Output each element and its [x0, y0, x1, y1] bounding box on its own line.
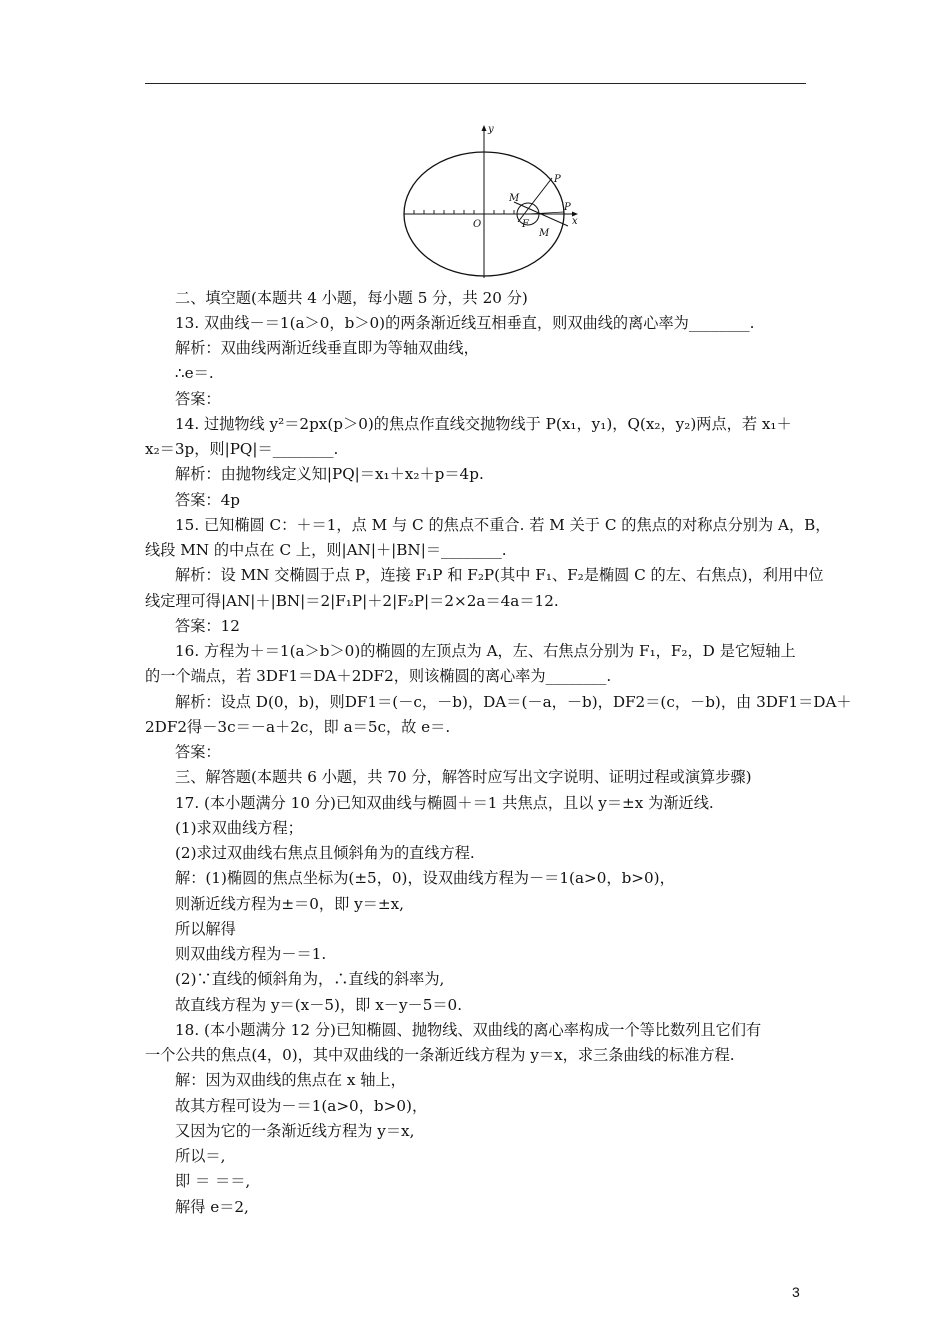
text-line: (2)求过双曲线右焦点且倾斜角为的直线方程.: [175, 844, 475, 862]
page-number: 3: [792, 1284, 800, 1300]
text-line: 线段 MN 的中点在 C 上，则|AN|＋|BN|＝________.: [145, 541, 507, 559]
line-to-upper-p: [518, 178, 552, 222]
y-axis-arrow: [482, 125, 487, 131]
header-rule: [145, 83, 806, 84]
text-line: 所以解得: [175, 920, 236, 938]
text-line: 18. (本小题满分 12 分)已知椭圆、抛物线、双曲线的离心率构成一个等比数列且它们有: [175, 1021, 762, 1039]
text-line: 的一个端点，若 3DF1＝DA＋2DF2，则该椭圆的离心率为________.: [145, 667, 612, 685]
text-line: 即 ＝ ＝＝,: [175, 1172, 251, 1190]
label-o: O: [473, 219, 482, 230]
label-x: x: [572, 216, 578, 227]
text-line: 解：因为双曲线的焦点在 x 轴上，: [175, 1071, 406, 1089]
text-line: 17. (本小题满分 10 分)已知双曲线与椭圆＋＝1 共焦点，且以 y＝±x 为渐近线.: [175, 794, 714, 812]
text-line: 解析：由抛物线定义知|PQ|＝x₁＋x₂＋p＝4p.: [175, 465, 484, 483]
text-line: 一个公共的焦点(4，0)，其中双曲线的一条渐近线方程为 y＝x，求三条曲线的标准方程.: [145, 1046, 735, 1064]
text-line: 2DF2得－3c＝－a＋2c，即 a＝5c，故 e＝.: [145, 718, 451, 736]
text-line: 故其方程可设为－＝1(a>0，b>0)，: [175, 1097, 428, 1115]
label-f: F: [522, 219, 529, 230]
text-line: 14. 过抛物线 y²＝2px(p＞0)的焦点作直线交抛物线于 P(x₁，y₁)，Q(x₂，y₂)两点，若 x₁＋: [175, 415, 792, 433]
text-line: (1)求双曲线方程；: [175, 819, 303, 837]
label-m-lower: M: [539, 228, 550, 239]
text-line: (2)∵直线的倾斜角为，∴直线的斜率为,: [175, 970, 445, 988]
text-line: 则渐近线方程为±＝0，即 y＝±x,: [175, 895, 404, 913]
text-line: 则双曲线方程为－＝1.: [175, 945, 327, 963]
text-line: 13. 双曲线－＝1(a＞0，b＞0)的两条渐近线互相垂直，则双曲线的离心率为________.: [175, 314, 755, 332]
label-y: y: [488, 124, 494, 135]
text-line: 答案：4p: [175, 491, 240, 509]
text-line: 答案：: [175, 390, 221, 408]
label-p-upper: P: [554, 174, 561, 185]
section-heading-answers: 三、解答题(本题共 6 小题，共 70 分，解答时应写出文字说明、证明过程或演算步骤): [175, 768, 752, 786]
axis-ticks: [414, 210, 514, 214]
ellipse-diagram: [400, 120, 590, 280]
text-line: 所以＝,: [175, 1147, 226, 1165]
text-line: 解：(1)椭圆的焦点坐标为(±5，0)，设双曲线方程为－＝1(a>0，b>0)，: [175, 869, 675, 887]
text-line: 解析：双曲线两渐近线垂直即为等轴双曲线，: [175, 339, 479, 357]
text-line: 解析：设 MN 交椭圆于点 P，连接 F₁P 和 F₂P(其中 F₁、F₂是椭圆 C 的左、右焦点)，利用中位: [175, 566, 824, 584]
text-line: 16. 方程为＋＝1(a＞b＞0)的椭圆的左顶点为 A，左、右焦点分别为 F₁，F₂，D 是它短轴上: [175, 642, 796, 660]
label-p-right: P: [564, 202, 571, 213]
text-line: 线定理可得|AN|＋|BN|＝2|F₁P|＋2|F₂P|＝2×2a＝4a＝12.: [145, 592, 559, 610]
text-line: 解析：设点 D(0，b)，则DF1＝(－c，－b)，DA＝(－a，－b)，DF2＝(c，－b)，由 3DF1＝DA＋: [175, 693, 852, 711]
ellipse-figure: [400, 120, 590, 280]
text-line: x₂＝3p，则|PQ|＝________.: [145, 440, 339, 458]
label-m-upper: M: [509, 193, 520, 204]
text-line: 答案：12: [175, 617, 240, 635]
text-line: 又因为它的一条渐近线方程为 y＝x,: [175, 1122, 415, 1140]
text-line: 解得 e＝2,: [175, 1198, 249, 1216]
text-line: 15. 已知椭圆 C：＋＝1，点 M 与 C 的焦点不重合. 若 M 关于 C 的焦点的对称点分别为 A，B，: [175, 516, 831, 534]
text-line: 答案：: [175, 743, 221, 761]
text-line: ∴e＝.: [175, 364, 214, 382]
section-heading-fill-in: 二、填空题(本题共 4 小题，每小题 5 分，共 20 分): [175, 289, 528, 307]
text-line: 故直线方程为 y＝(x－5)，即 x－y－5＝0.: [175, 996, 463, 1014]
